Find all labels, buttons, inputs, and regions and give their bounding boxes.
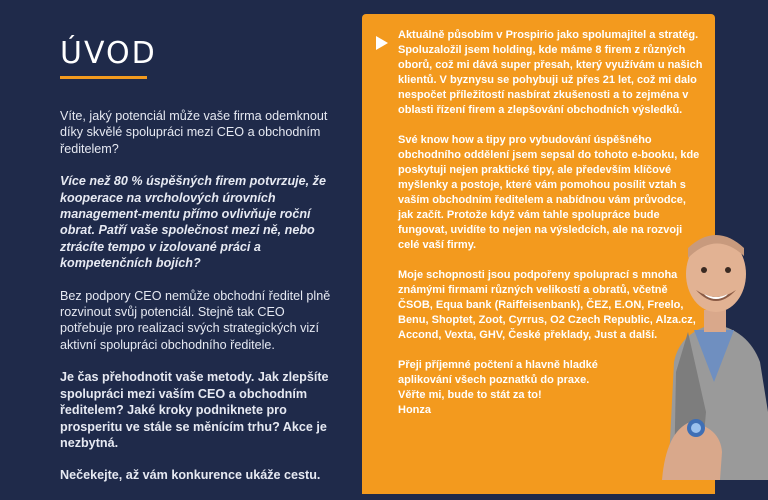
- intro-column: [60, 108, 338, 500]
- author-photo: [660, 212, 768, 480]
- signature-name: Honza: [398, 404, 431, 416]
- clients-paragraph: Moje schopnosti jsou podpořeny spoluprací s mnoha známými firmami různých velikostí a obratů, včetně ČSOB, Equa bank (Raiffeisenbank), ČEZ, E.ON, Freelo, Benu, Shoptet, Zoot, Cyrrus, O2 Czech Republic, Alza.cz, Accond, Vexta, GHV, České překlady, Just a další.: [398, 269, 696, 341]
- sign-off-line: Přeji příjemné počtení a hlavně hladké: [398, 359, 598, 371]
- call-to-action-paragraph: Je čas přehodnotit vaše metody. Jak zlepšíte spolupráci mezi vaším CEO a obchodním ředitelem? Jaké kroky podniknete pro prosperitu ve stále se měnícím trhu? Akce je nezbytná.: [60, 370, 329, 450]
- play-icon: [376, 36, 388, 50]
- sign-off-line: aplikování všech poznatků do praxe.: [398, 374, 590, 386]
- author-bio-paragraph: Aktuálně působím v Prospirio jako spolumajitel a stratég. Spoluzaložil jsem holding, kde máme 8 firem z různých oborů, což mi dává super přesah, který využívám u našich klientů. V byznysu se pohybuji už přes 21 let, což mi dalo nespočet příležitostí nasbírat zkušenosti a to zejména v oblasti řízení firem a zlepšování obchodních výsledků.: [398, 29, 703, 116]
- closing-paragraph: Nečekejte, až vám konkurence ukáže cestu.: [60, 468, 321, 483]
- ebook-paragraph: Své know how a tipy pro vybudování úspěšného obchodního oddělení jsem sepsal do tohoto e-booku, kde poskytuji nejen praktické tipy, ale především klíčové myšlenky a postoje, které vám pomohou posílit vztah s vaším obchodním ředitelem a nabídnou vám průvodce, jak začít. Protože když vám tahle spolupráce bude fungovat, uvidíte to nejen na výsledcích, ale na rozvoji celé vaší firmy.: [398, 134, 700, 251]
- statistic-paragraph: Více než 80 % úspěšných firem potvrzuje, že kooperace na vrcholových úrovních management-mentu přímo ovlivňuje roční obrat. Patří vaše společnost mezi ně, nebo ztrácíte tempo v izolované práci a kompetenčních bojích?: [60, 174, 326, 271]
- sign-off-line: Věřte mi, bude to stát za to!: [398, 389, 542, 401]
- author-text: [398, 28, 703, 433]
- ceo-support-paragraph: Bez podpory CEO nemůže obchodní ředitel plně rozvinout svůj potenciál. Stejně tak CEO potřebuje pro realizaci svých strategických vizí aktivní spolupráci obchodního ředitele.: [60, 288, 331, 352]
- sign-off-paragraph: [398, 358, 703, 418]
- intro-paragraph: Víte, jaký potenciál může vaše firma odemknout díky skvělé spolupráci mezi CEO a obchodním ředitelem?: [60, 109, 328, 156]
- page-title: ÚVOD: [60, 36, 157, 71]
- title-underline: [60, 76, 147, 79]
